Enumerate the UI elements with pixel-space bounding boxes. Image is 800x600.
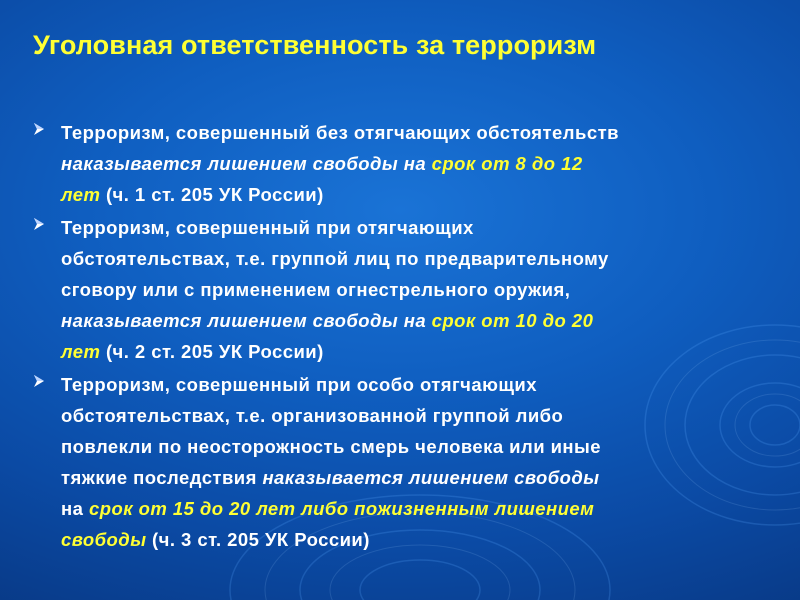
slide-title: Уголовная ответственность за терроризм bbox=[33, 30, 597, 60]
bullet-line bbox=[61, 462, 752, 493]
arrow-bullet-icon bbox=[32, 374, 46, 388]
bullet-line bbox=[61, 117, 752, 148]
highlighted-text: срок от 15 до 20 лет либо пожизненным лишением bbox=[88, 498, 595, 519]
plain-text: на bbox=[61, 498, 89, 519]
italic-text: наказывается лишением свободы на bbox=[61, 310, 432, 331]
bullet-line bbox=[61, 524, 752, 555]
bullet-item bbox=[32, 369, 752, 555]
plain-text: тяжкие последствия bbox=[61, 467, 263, 488]
arrow-bullet-icon bbox=[32, 122, 46, 136]
plain-text: обстоятельствах, т.е. группой лиц по предварительному bbox=[61, 248, 609, 269]
bullet-list bbox=[32, 117, 752, 557]
bullet-line bbox=[61, 212, 752, 243]
highlighted-text: лет bbox=[61, 341, 101, 362]
bullet-line bbox=[61, 305, 752, 336]
bullet-line bbox=[61, 274, 752, 305]
highlighted-text: свободы bbox=[61, 529, 147, 550]
bullet-text bbox=[61, 369, 752, 555]
plain-text: (ч. 1 ст. 205 УК России) bbox=[100, 184, 324, 205]
bullet-line bbox=[61, 179, 752, 210]
plain-text: обстоятельствах, т.е. организованной группой либо bbox=[61, 405, 564, 426]
plain-text: Терроризм, совершенный при отягчающих bbox=[61, 217, 474, 238]
italic-text: наказывается лишением свободы на bbox=[61, 153, 432, 174]
bullet-item bbox=[32, 212, 752, 367]
plain-text: повлекли по неосторожность смерь человека или иные bbox=[61, 436, 602, 457]
arrow-bullet-icon bbox=[32, 217, 46, 231]
bullet-line bbox=[61, 493, 752, 524]
highlighted-text: срок от 10 до 20 bbox=[431, 310, 594, 331]
bullet-line bbox=[61, 336, 752, 367]
bullet-line bbox=[61, 243, 752, 274]
bullet-line bbox=[61, 431, 752, 462]
bullet-line bbox=[61, 369, 752, 400]
plain-text: Терроризм, совершенный без отягчающих обстоятельств bbox=[61, 122, 619, 143]
italic-text: наказывается лишением свободы bbox=[262, 467, 600, 488]
plain-text: сговору или с применением огнестрельного оружия, bbox=[61, 279, 571, 300]
bullet-line bbox=[61, 148, 752, 179]
highlighted-text: лет bbox=[61, 184, 101, 205]
plain-text: (ч. 2 ст. 205 УК России) bbox=[100, 341, 324, 362]
bullet-line bbox=[61, 400, 752, 431]
bullet-item bbox=[32, 117, 752, 210]
bullet-text bbox=[61, 212, 752, 367]
highlighted-text: срок от 8 до 12 bbox=[431, 153, 583, 174]
plain-text: (ч. 3 ст. 205 УК России) bbox=[146, 529, 370, 550]
plain-text: Терроризм, совершенный при особо отягчающих bbox=[61, 374, 537, 395]
bullet-text bbox=[61, 117, 752, 210]
